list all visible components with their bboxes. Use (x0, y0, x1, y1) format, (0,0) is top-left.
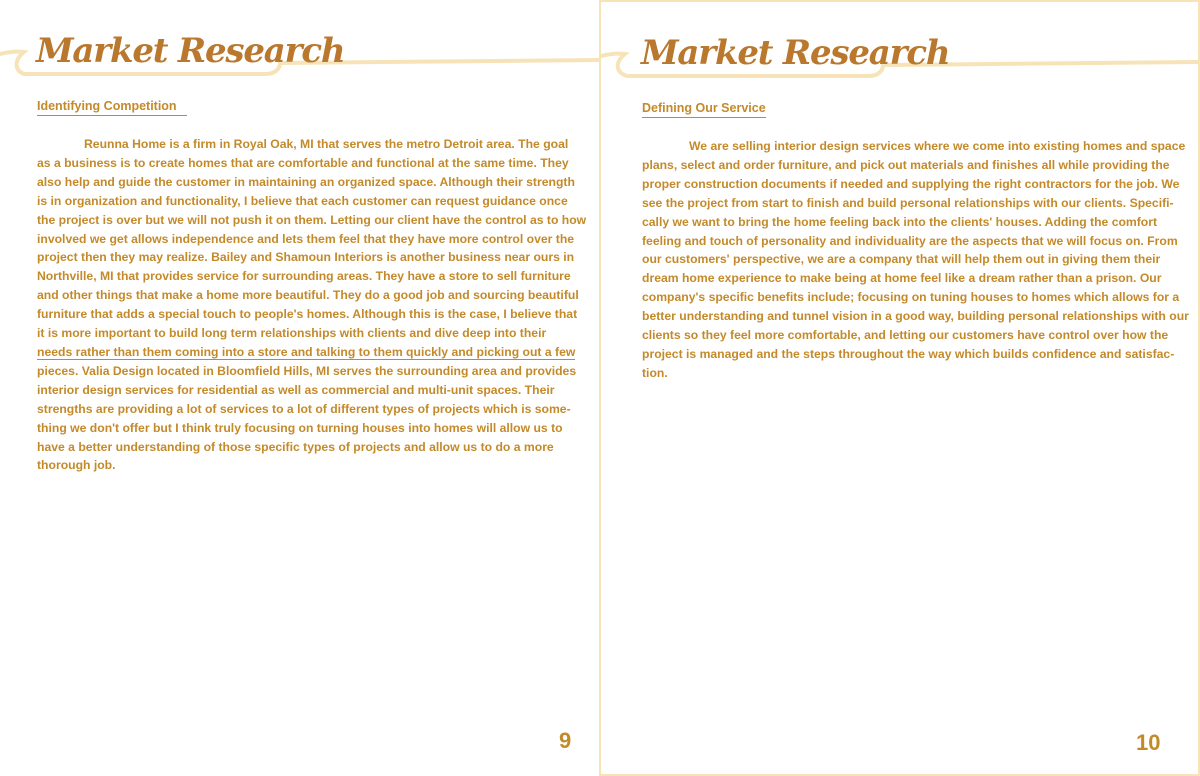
section-heading: Defining Our Service (642, 101, 766, 118)
text-line: have a better understanding of those specific types of projects and allow us to do a more (37, 439, 554, 454)
text-line: project then they may realize. Bailey and Shamoun Interiors is another business near ours in (37, 250, 575, 265)
text-line: feeling and touch of personality and individuality are the aspects that we will focus on. From (642, 233, 1178, 248)
page-number: 10 (1136, 730, 1161, 755)
text-line: company's specific benefits include; focusing on tuning houses to homes which allows for a (642, 290, 1180, 305)
text-line: Northville, MI that provides service for surrounding areas. They have a store to sell furniture (37, 269, 571, 284)
page-title: Market Research (36, 31, 345, 71)
text-line (37, 343, 576, 362)
text-line: furniture that adds a special touch to people's homes. Although this is the case, I believe that (37, 307, 578, 322)
text-line: clients so they feel more comfortable, and letting our customers have control over how the (642, 328, 1169, 343)
text-line: see the project from start to finish and build personal relationships with our clients. Specifi- (642, 195, 1174, 210)
text-line: cally we want to bring the home feeling back into the clients' houses. Adding the comfort (642, 214, 1158, 229)
text-line: strengths are providing a lot of services to a lot of different types of projects which is some- (37, 401, 571, 416)
text-line: interior design services for residential as well as commercial and multi-unit spaces. Their (37, 382, 555, 397)
text-line: also help and guide the customer in maintaining an organized space. Although their strength (37, 174, 575, 189)
text-line: as a business is to create homes that are comfortable and functional at the same time. They (37, 155, 569, 170)
page-number: 9 (559, 728, 572, 753)
right-page (599, 0, 1200, 776)
text-line: our customers' perspective, we are a company that will help them out in giving them their (642, 252, 1161, 267)
text-line: is in organization and functionality, I believe that each customer can request guidance once (37, 193, 568, 208)
text-line: involved we get allows independence and lets them feel that they have more control over the (37, 231, 575, 246)
text-line: the project is over but we will not push it on them. Letting our client have the control as to how (37, 212, 587, 227)
text-line: and other things that make a home more beautiful. They do a good job and sourcing beautiful (37, 288, 579, 303)
text-line: thorough job. (37, 458, 116, 473)
text-line: thing we don't offer but I think truly focusing on turning houses into homes will allow us to (37, 420, 563, 435)
text-line: proper construction documents if needed and supplying the right contractors for the job. We (642, 176, 1180, 191)
text-line: it is more important to build long term relationships with clients and dive deep into their (37, 326, 547, 341)
text-line: pieces. Valia Design located in Bloomfield Hills, MI serves the surrounding area and provides (37, 363, 577, 378)
text-line: better understanding and tunnel vision in a good way, building personal relationships with our (642, 309, 1189, 324)
body-paragraph (37, 135, 587, 475)
text-line: plans, select and order furniture, and pick out materials and finishes all while providing the (642, 157, 1170, 172)
page-title: Market Research (641, 33, 950, 73)
text-line: We are selling interior design services where we come into existing homes and space (689, 139, 1186, 153)
text-line: project is managed and the steps throughout the way which builds confidence and satisfac- (642, 346, 1175, 361)
body-paragraph (642, 137, 1189, 383)
text-line: Reunna Home is a firm in Royal Oak, MI that serves the metro Detroit area. The goal (84, 137, 569, 151)
section-heading: Identifying Competition (37, 99, 187, 116)
underline-mark (37, 345, 575, 360)
text-line: dream home experience to make being at home feel like a dream rather than a prison. Our (642, 271, 1162, 286)
text-line: needs rather than them coming into a store and talking to them quickly and picking out a few (37, 344, 576, 359)
text-line: tion. (642, 365, 668, 380)
